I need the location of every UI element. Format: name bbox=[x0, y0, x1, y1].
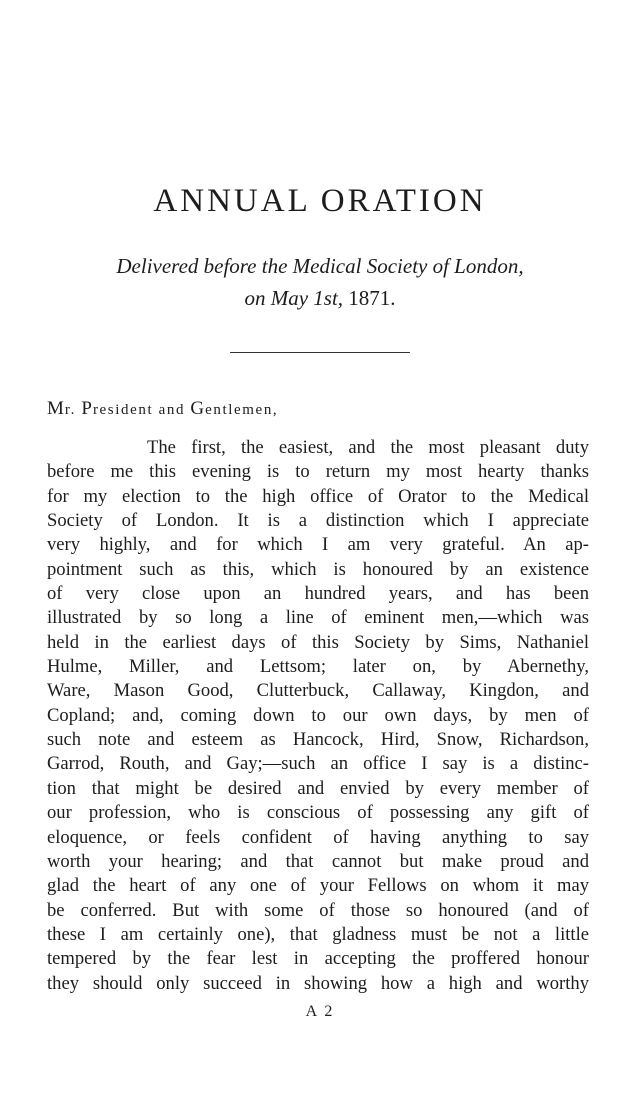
body-line: held in the earliest days of this Society by Sims, Nathaniel bbox=[47, 631, 589, 653]
subtitle-year: 1871. bbox=[343, 286, 396, 310]
salutation-cap-1: M bbox=[47, 398, 65, 419]
body-line: our profession, who is conscious of possessing any gift of bbox=[47, 802, 589, 824]
salutation-sc-2: resident and bbox=[92, 402, 191, 418]
body-line: glad the heart of any one of your Fellows on whom it may bbox=[47, 875, 589, 897]
subtitle-date: on May 1st, bbox=[244, 286, 344, 310]
body-line: be conferred. But with some of those so honoured (and of bbox=[47, 899, 589, 921]
body-line: tion that might be desired and envied by every member of bbox=[47, 777, 589, 799]
salutation-sc-3: entlemen, bbox=[205, 402, 279, 418]
body-line: eloquence, or feels confident of having anything to say bbox=[47, 826, 589, 848]
body-line: worth your hearing; and that cannot but make proud and bbox=[47, 850, 589, 872]
body-line: tempered by the fear lest in accepting the proffered honour bbox=[47, 948, 589, 970]
body-line: such note and esteem as Hancock, Hird, Snow, Richardson, bbox=[47, 729, 589, 751]
body-line: Copland; and, coming down to our own days, by men of bbox=[47, 704, 589, 726]
salutation-cap-2: P bbox=[81, 398, 93, 419]
body-line: Society of London. It is a distinction which I appreciate bbox=[47, 510, 589, 532]
body-line: pointment such as this, which is honoured by an existence bbox=[47, 558, 589, 580]
salutation-sc-1: r. bbox=[64, 402, 82, 418]
subtitle-line-1: Delivered before the Medical Society of London, bbox=[116, 254, 524, 278]
body-line: these I am certainly one), that gladness must be not a little bbox=[47, 923, 589, 945]
page-title: ANNUAL ORATION bbox=[153, 183, 487, 219]
body-line: of very close upon an hundred years, and has been bbox=[47, 583, 589, 605]
body-line: illustrated by so long a line of eminent men,—which was bbox=[47, 607, 589, 629]
body-line: Hulme, Miller, and Lettsom; later on, by Abernethy, bbox=[47, 656, 589, 678]
divider-rule bbox=[230, 352, 410, 353]
body-line: Ware, Mason Good, Clutterbuck, Callaway, Kingdon, and bbox=[47, 680, 589, 702]
body-line: before me this evening is to return my most hearty thanks bbox=[47, 461, 589, 483]
subtitle-line-2 bbox=[0, 286, 640, 311]
signature-mark: A 2 bbox=[305, 1003, 335, 1020]
body-paragraph bbox=[47, 436, 589, 996]
body-line: for my election to the high office of Orator to the Medical bbox=[47, 485, 589, 507]
salutation bbox=[47, 398, 278, 420]
body-line: very highly, and for which I am very grateful. An ap- bbox=[47, 534, 589, 556]
body-line: Garrod, Routh, and Gay;—such an office I say is a distinc- bbox=[47, 753, 589, 775]
body-line: they should only succeed in showing how a high and worthy bbox=[47, 972, 589, 994]
salutation-cap-3: G bbox=[190, 398, 206, 419]
body-line: The first, the easiest, and the most pleasant duty bbox=[147, 437, 589, 458]
